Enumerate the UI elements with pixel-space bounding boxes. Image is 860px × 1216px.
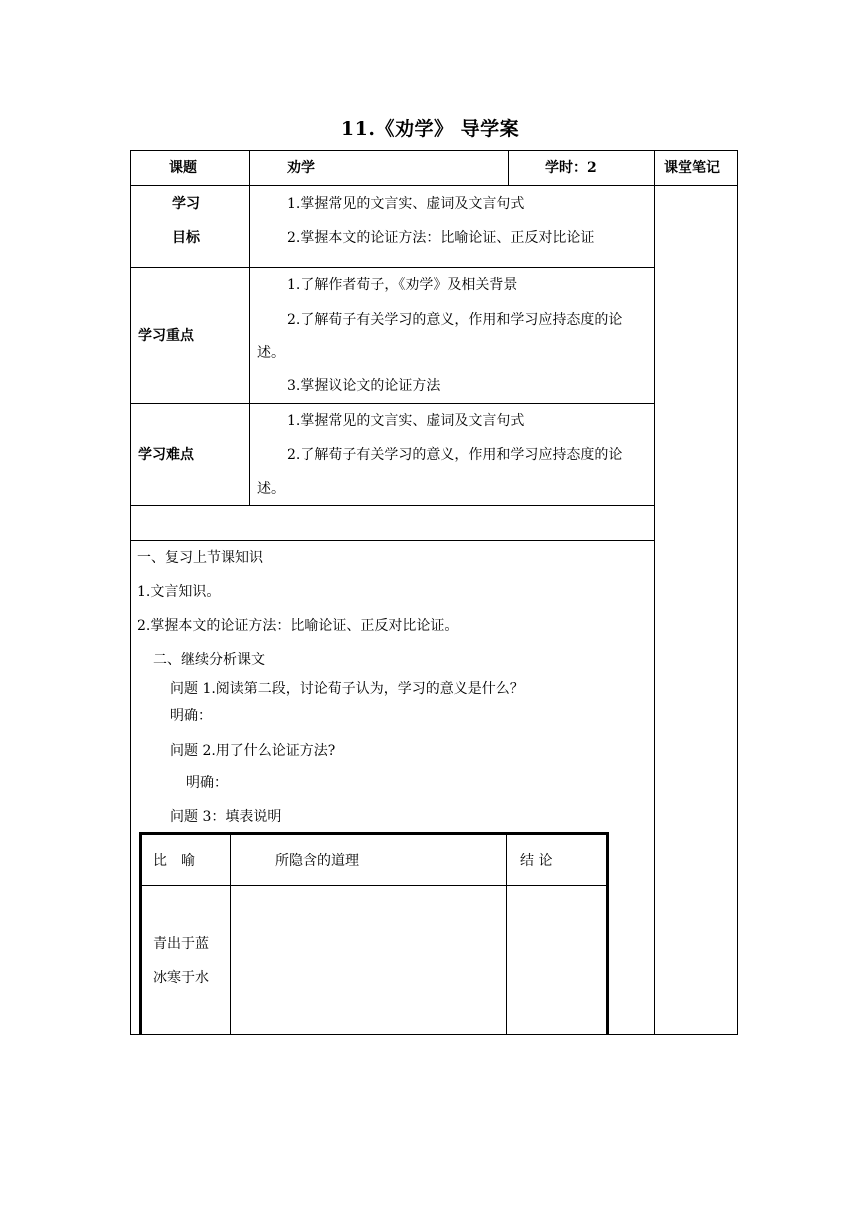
question-3: 问题 3：填表说明	[170, 809, 282, 825]
difficulties-item-2b: 述。	[257, 481, 285, 497]
notes-col-divider	[654, 150, 655, 1035]
outer-top-border	[130, 150, 738, 151]
difficulties-label: 学习难点	[138, 447, 194, 463]
header-notes: 课堂笔记	[664, 160, 720, 176]
header-row-bottom	[130, 185, 738, 186]
inner-row1-metaphor-line2: 冰寒于水	[153, 970, 209, 986]
inner-left-border	[139, 832, 142, 1035]
inner-col-divider-1	[230, 832, 231, 1035]
inner-top-border	[139, 832, 609, 835]
label-col-divider	[249, 150, 250, 505]
difficulties-item-1: 1.掌握常见的文言实、虚词及文言句式	[287, 413, 525, 429]
page-title: 11.《劝学》 导学案	[340, 118, 520, 140]
inner-col-divider-2	[506, 832, 507, 1035]
header-hours: 学时：2	[545, 160, 597, 176]
question-1: 问题 1.阅读第二段，讨论荀子认为，学习的意义是什么？	[170, 681, 524, 697]
answer-2-label: 明确：	[186, 775, 228, 791]
hours-col-divider	[508, 150, 509, 185]
outer-bottom-border	[130, 1034, 738, 1035]
keypoints-item-1: 1.了解作者荀子，《劝学》及相关背景	[287, 277, 518, 293]
objectives-item-2: 2.掌握本文的论证方法：比喻论证、正反对比论证	[287, 230, 595, 246]
keypoints-label: 学习重点	[138, 328, 194, 344]
difficulties-item-2a: 2.了解荀子有关学习的意义，作用和学习应持态度的论	[287, 447, 623, 463]
outer-right-border	[737, 150, 738, 1035]
inner-header-conclusion: 结 论	[520, 853, 553, 869]
question-2: 问题 2.用了什么论证方法?	[170, 743, 336, 759]
review-point-2: 2.掌握本文的论证方法：比喻论证、正反对比论证。	[137, 618, 459, 634]
outer-left-border	[130, 150, 131, 1035]
keypoints-item-3: 3.掌握议论文的论证方法	[287, 378, 441, 394]
inner-row1-metaphor-line1: 青出于蓝	[153, 936, 209, 952]
section-review-heading: 一、复习上节课知识	[137, 550, 263, 566]
empty-row-bottom	[130, 540, 655, 541]
keypoints-item-2b: 述。	[257, 345, 285, 361]
keypoints-row-bottom	[130, 403, 655, 404]
objectives-label-line1: 学习	[172, 196, 200, 212]
keypoints-item-2a: 2.了解荀子有关学习的意义，作用和学习应持态度的论	[287, 312, 623, 328]
difficulties-row-bottom	[130, 505, 655, 506]
header-topic-value: 劝学	[287, 160, 315, 176]
inner-right-border	[606, 832, 609, 1035]
inner-header-meaning: 所隐含的道理	[275, 853, 359, 869]
section-analysis-heading: 二、继续分析课文	[153, 652, 265, 668]
inner-header-bottom	[139, 885, 609, 886]
answer-1-label: 明确：	[170, 708, 212, 724]
objectives-item-1: 1.掌握常见的文言实、虚词及文言句式	[287, 196, 525, 212]
review-point-1: 1.文言知识。	[137, 584, 221, 600]
objectives-row-bottom	[130, 267, 655, 268]
header-topic-label: 课题	[169, 160, 197, 176]
objectives-label-line2: 目标	[172, 230, 200, 246]
inner-header-metaphor: 比 喻	[153, 853, 195, 869]
